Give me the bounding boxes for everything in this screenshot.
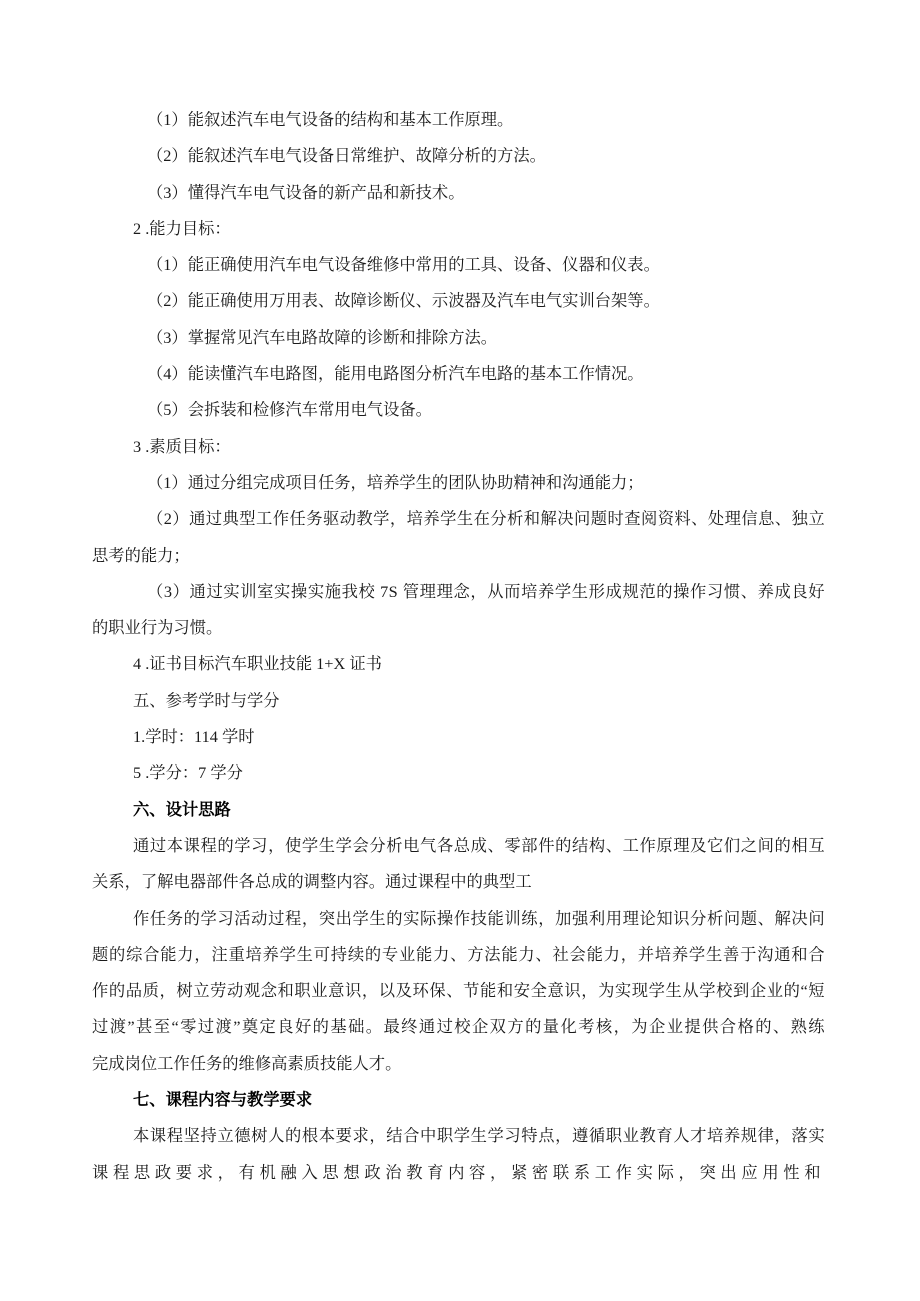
design-paragraph-line-1: 通过本课程的学习，使学生学会分析电气各总成、零部件的结构、工作原理及它们之间的相互: [133, 835, 825, 855]
design-paragraph-line-3: 作任务的学习活动过程，突出学生的实际操作技能训练，加强利用理论知识分析问题、解决问: [133, 908, 825, 928]
content-paragraph-line-1: 本课程坚持立德树人的根本要求，结合中职学生学习特点，遵循职业教育人才培养规律，落实: [133, 1126, 825, 1146]
ability-goal-item-3: （3）掌握常见汽车电路故障的诊断和排除方法。: [147, 327, 498, 347]
quality-goal-header: 3 .素质目标：: [133, 436, 231, 456]
section-heading-design: 六、设计思路: [133, 800, 231, 819]
ability-goal-item-4: （4）能读懂汽车电路图，能用电路图分析汽车电路的基本工作情况。: [147, 364, 644, 384]
section-heading-hours: 五、参考学时与学分: [133, 690, 280, 710]
ability-goal-header: 2 .能力目标：: [133, 218, 231, 238]
knowledge-goal-item-3: （3）懂得汽车电气设备的新产品和新技术。: [147, 182, 465, 202]
certificate-goal-line: 4 .证书目标汽车职业技能 1+X 证书: [133, 654, 382, 674]
quality-goal-item-2-cont: 思考的能力；: [92, 545, 190, 565]
design-paragraph-line-5: 作的品质，树立劳动观念和职业意识，以及环保、节能和安全意识，为实现学生从学校到企业的“短: [92, 981, 825, 1001]
design-paragraph-line-2: 关系，了解电器部件各总成的调整内容。通过课程中的典型工: [92, 872, 532, 892]
ability-goal-item-5: （5）会拆装和检修汽车常用电气设备。: [147, 400, 432, 420]
hours-line: 1.学时：114 学时: [133, 727, 255, 747]
knowledge-goal-item-1: （1）能叙述汽车电气设备的结构和基本工作原理。: [147, 110, 514, 129]
credits-line: 5 .学分：7 学分: [133, 763, 243, 783]
knowledge-goal-item-2: （2）能叙述汽车电气设备日常维护、故障分析的方法。: [147, 146, 546, 166]
ability-goal-item-2: （2）能正确使用万用表、故障诊断仪、示波器及汽车电气实训台架等。: [147, 291, 660, 311]
quality-goal-item-1: （1）通过分组完成项目任务，培养学生的团队协助精神和沟通能力；: [147, 472, 644, 492]
design-paragraph-line-7: 完成岗位工作任务的维修高素质技能人才。: [92, 1053, 402, 1073]
quality-goal-item-3: （3）通过实训室实操实施我校 7S 管理理念，从而培养学生形成规范的操作习惯、养成良好: [147, 581, 825, 601]
design-paragraph-line-4: 题的综合能力，注重培养学生可持续的专业能力、方法能力、社会能力，并培养学生善于沟通和合: [92, 944, 825, 964]
ability-goal-item-1: （1）能正确使用汽车电气设备维修中常用的工具、设备、仪器和仪表。: [147, 255, 660, 275]
content-paragraph-line-2: 课程思政要求，有机融入思想政治教育内容，紧密联系工作实际，突出应用性和: [92, 1162, 825, 1182]
quality-goal-item-3-cont: 的职业行为习惯。: [92, 618, 223, 638]
quality-goal-item-2: （2）通过典型工作任务驱动教学，培养学生在分析和解决问题时查阅资料、处理信息、独立: [147, 509, 825, 529]
section-heading-content: 七、课程内容与教学要求: [133, 1091, 313, 1110]
design-paragraph-line-6: 过渡”甚至“零过渡”奠定良好的基础。最终通过校企双方的量化考核，为企业提供合格的、熟练: [92, 1017, 825, 1037]
